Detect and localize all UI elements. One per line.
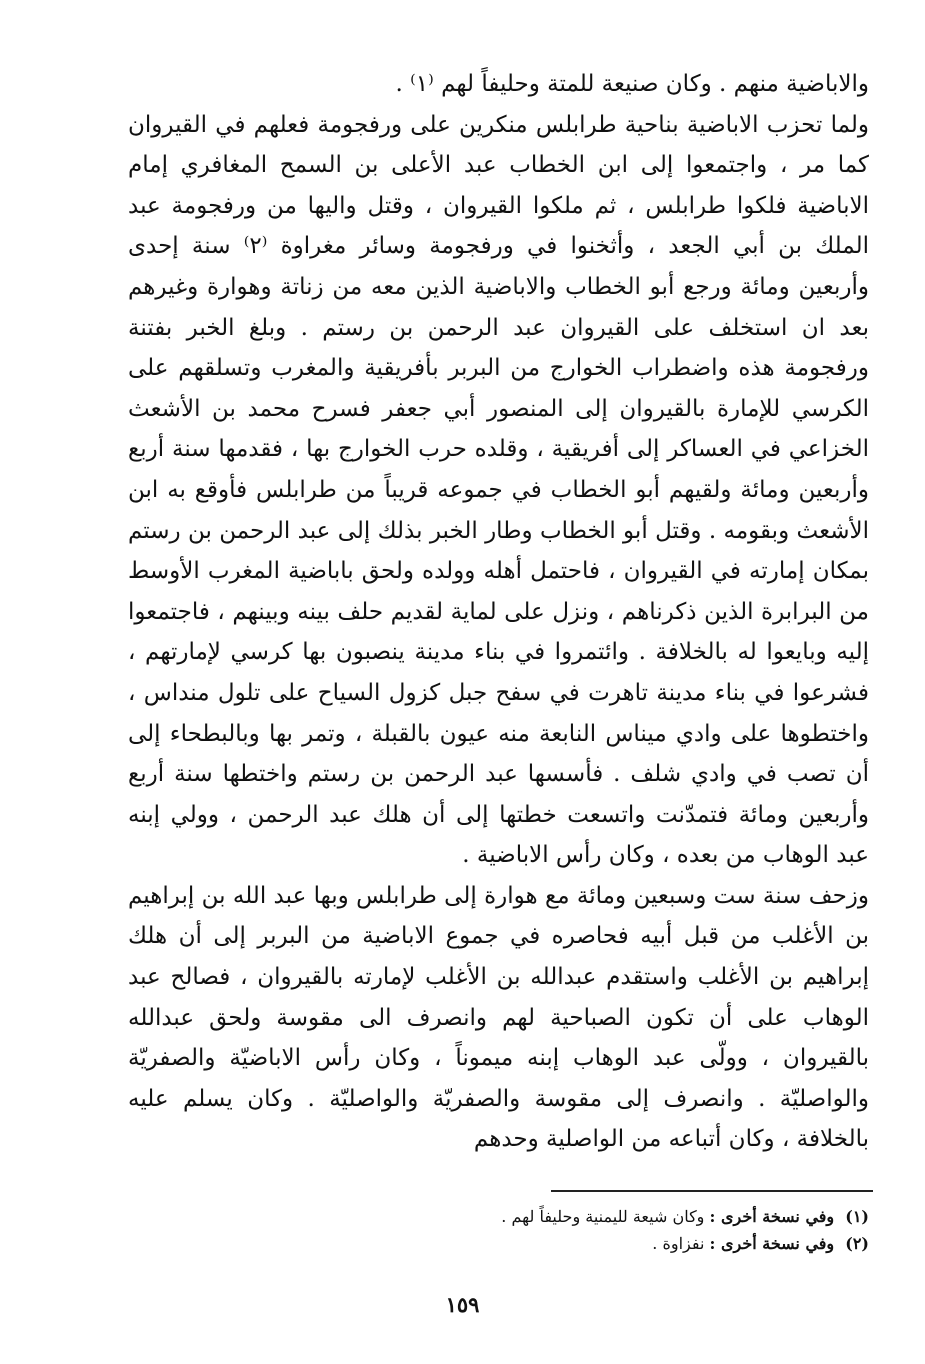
footnotes bbox=[300, 1203, 869, 1257]
main-text-body bbox=[128, 64, 869, 1160]
footnote-2 bbox=[300, 1230, 869, 1257]
footnote-number: (٢) bbox=[845, 1234, 869, 1253]
paragraph-2: ولما تحزب الاباضية بناحية طرابلس منكرين على ورفجومة فعلهم في القيروان كما مر ، واجتمعوا إلى ابن الخطاب عبد الأعلى بن السمح المغافري إمام الاباضية فلكوا طرابلس ، ثم ملكوا القيروان ، وقتل واليها من ورفجومة عبد الملك بن أبي الجعد ، وأثخنوا في ورفجومة وسائر مغراوة ⁽٢⁾ سنة إحدى وأربعين ومائة ورجع أبو الخطاب والاباضية الذين معه من زناتة وهوارة وغيرهم بعد ان استخلف على القيروان عبد الرحمن بن رستم . وبلغ الخبر بفتنة ورفجومة هذه واضطراب الخوارج من البربر بأفريقية والمغرب وتسلقهم على الكرسي للإمارة بالقيروان إلى المنصور أبي جعفر فسرح محمد بن الأشعث الخزاعي في العساكر إلى أفريقية ، وقلده حرب الخوارج بها ، فقدمها سنة أربع وأربعين ومائة ولقيهم أبو الخطاب في جموعه قريباً من طرابلس فأوقع به ابن الأشعث وبقومه . وقتل أبو الخطاب وطار الخبر بذلك إلى عبد الرحمن بن رستم بمكان إمارته في القيروان ، فاحتمل أهله وولده ولحق باباضية المغرب الأوسط من البرابرة الذين ذكرناهم ، ونزل على لماية لقديم حلف بينه وبينهم ، فاجتمعوا إليه وبايعوا له بالخلافة . وائتمروا في بناء مدينة ينصبون بها كرسي لإمارتهم ، فشرعوا في بناء مدينة تاهرت في سفح جبل كزول السياح على تلول منداس ، واختطوها على وادي ميناس النابعة منه عيون بالقبلة ، وتمر بها وبالبطحاء إلى أن تصب في وادي شلف . فأسسها عبد الرحمن بن رستم واختطها سنة أربع وأربعين ومائة فتمدّنت واتسعت خطتها إلى أن هلك عبد الرحمن ، وولي إبنه عبد الوهاب من بعده ، وكان رأس الاباضية . bbox=[128, 111, 869, 869]
footnote-label: وفي نسخة أخرى : bbox=[709, 1207, 835, 1226]
footnote-text: وكان شيعة لليمنية وحليفاً لهم . bbox=[501, 1207, 705, 1226]
footnote-text: نفزاوة . bbox=[652, 1234, 705, 1253]
page-number: ١٥٩ bbox=[445, 1292, 480, 1317]
footnote-separator bbox=[551, 1190, 873, 1192]
footnote-number: (١) bbox=[845, 1207, 869, 1226]
paragraph-1: والاباضية منهم . وكان صنيعة للمتة وحليفاً لهم ⁽١⁾ . bbox=[395, 71, 869, 97]
footnote-label: وفي نسخة أخرى : bbox=[709, 1234, 835, 1253]
paragraph-3: وزحف سنة ست وسبعين ومائة مع هوارة إلى طرابلس وبها عبد الله بن إبراهيم بن الأغلب من قبل أبيه فحاصره في جموع الاباضية من البربر إلى أن هلك إبراهيم بن الأغلب واستقدم عبدالله بن الأغلب لإمارته بالقيروان ، فصالح عبد الوهاب على أن تكون الصباحية لهم وانصرف الى مقوسة ولحق عبدالله بالقيروان ، وولّى عبد الوهاب إبنه ميموناً ، وكان رأس الاباضيّة والصفريّة والواصليّة . وانصرف إلى مقوسة والصفريّة والواصليّة . وكان يسلم عليه بالخلافة ، وكان أتباعه من الواصلية وحدهم bbox=[128, 882, 869, 1153]
footnote-1 bbox=[300, 1203, 869, 1230]
